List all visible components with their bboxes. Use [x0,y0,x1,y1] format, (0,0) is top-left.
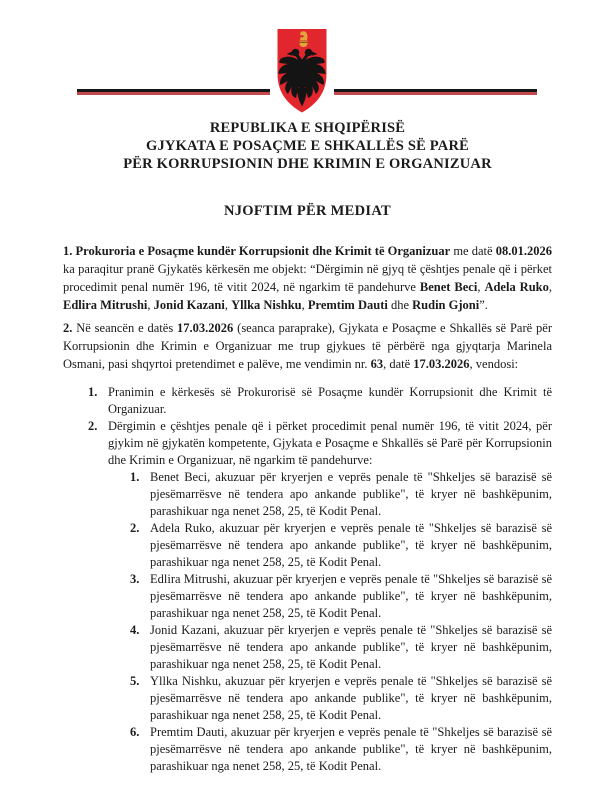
text-run: ka paraqitur pranë Gjykatës kërkesën me objekt: “Dërgimin në gjyq të çështjes penale që i përket procedimit penal numër 196, të vitit 2024, në ngarkim të pandehurve [63,262,552,294]
list-number: 5. [130,674,140,688]
republic-title: REPUBLIKA E SHQIPËRISË [209,120,406,136]
text-run: dhe [387,298,413,312]
paragraph-2 [63,319,552,373]
text-run: , [224,298,232,312]
defendant-text: Yllka Nishku, akuzuar për kryerjen e veprës penale të "Shkeljes së barazisë së pjesëmarrësve në tendera apo ankande publike", të kryer në bashkëpunim, parashikuar nga nenet 258, 25, të Kodit Penal. [150,674,552,722]
albania-coat-of-arms-icon [276,28,328,114]
text-run: , [301,298,308,312]
document-title-block [0,119,615,173]
text-run: 63 [370,357,384,371]
defendant-item [63,571,552,622]
defendant-item [63,673,552,724]
paragraph-1 [63,242,552,314]
defendant-text: Jonid Kazani, akuzuar për kryerjen e veprës penale të "Shkeljes së barazisë së pjesëmarrësve në tendera apo ankande publike", të kryer në bashkëpunim, parashikuar nga nenet 258, 25, të Kodit Penal. [150,623,552,671]
text-run: Premtim Dauti [307,298,388,312]
text-run: Adela Ruko [484,280,549,294]
list-number: 2. [130,521,140,535]
defendant-item [63,520,552,571]
court-name-line2: PËR KORRUPSIONIN DHE KRIMIN E ORGANIZUAR [123,156,492,172]
defendant-item [63,724,552,775]
list-number: 3. [130,572,140,586]
decision-text: Pranimin e kërkesës së Prokurorisë së Posaçme kundër Korrupsionit dhe Krimit të Organizuar. [108,385,552,416]
text-run: , vendosi: [469,357,519,371]
double-rule-divider-left [77,89,270,95]
text-run: Rudin Gjoni [412,298,480,312]
skanderbeg-helmet [300,31,308,47]
double-rule-divider-right [334,89,537,95]
text-run: , [147,298,154,312]
list-number: 4. [130,623,140,637]
text-run: (seanca paraprake), Gjykata e Posaçme e Shkallës së Parë për Korrupsionin dhe Krimin e Organizuar me trup gjykues të përbërë nga gjyqtarja Marinela Osmani, pasi shqyrtoi pretendimet e palëve, me vendimin nr. [63,321,552,371]
text-run: 17.03.2026 [413,357,470,371]
rule-red-stripe [77,92,270,95]
defendant-text: Benet Beci, akuzuar për kryerjen e veprës penale të "Shkeljes së barazisë së pjesëmarrësve në tendera apo ankande publike", të kryer në bashkëpunim, parashikuar nga nenet 258, 25, të Kodit Penal. [150,470,552,518]
text-run: Benet Beci [419,280,478,294]
defendant-item [63,622,552,673]
text-run: 2. [63,321,73,335]
helmet-band [300,42,308,43]
rule-red-stripe [334,92,537,95]
list-number: 2. [88,419,98,433]
text-run: 1. Prokuroria e Posaçme kundër Korrupsionit dhe Krimit të Organizuar [63,244,451,258]
decisions-list [63,384,552,469]
document-header [0,0,615,116]
text-run: Jonid Kazani [153,298,225,312]
court-name-line1: GJYKATA E POSAÇME E SHKALLËS SË PARË [145,138,470,154]
defendant-text: Edlira Mitrushi, akuzuar për kryerjen e veprës penale të "Shkeljes së barazisë së pjesëmarrësve në tendera apo ankande publike", të kryer në bashkëpunim, parashikuar nga nenet 258, 25, të Kodit Penal. [150,572,552,620]
text-run: Edlira Mitrushi [63,298,148,312]
document-body [0,242,615,775]
defendant-item [63,469,552,520]
press-release-heading: NJOFTIM PËR MEDIAT [223,203,392,219]
text-run: ”. [479,298,488,312]
text-run: 08.01.2026 [495,244,552,258]
text-run: 17.03.2026 [177,321,234,335]
text-run: , [548,280,552,294]
text-run: Yllka Nishku [231,298,302,312]
defendant-text: Premtim Dauti, akuzuar për kryerjen e veprës penale të "Shkeljes së barazisë së pjesëmarrësve në tendera apo ankande publike", të kryer në bashkëpunim, parashikuar nga nenet 258, 25, të Kodit Penal. [150,725,552,773]
decision-item [63,384,552,418]
text-run: Në seancën e datës [72,321,178,335]
list-number: 1. [130,470,140,484]
decision-text: Dërgimin e çështjes penale që i përket procedimit penal numër 196, të vitit 2024, për gjykim në gjykatën kompetente, Gjykata e Posaçme e Shkallës së Parë për Korrupsionin dhe Krimin e Organizuar, në ngarkim të pandehurve: [108,419,552,467]
defendant-text: Adela Ruko, akuzuar për kryerjen e veprës penale të "Shkeljes së barazisë së pjesëmarrësve në tendera apo ankande publike", të kryer në bashkëpunim, parashikuar nga nenet 258, 25, të Kodit Penal. [150,521,552,569]
text-run: , datë [383,357,414,371]
list-number: 1. [88,385,98,399]
text-run: , [477,280,485,294]
decision-item [63,418,552,469]
defendants-list [63,469,552,775]
list-number: 6. [130,725,140,739]
text-run: me datë [450,244,496,258]
